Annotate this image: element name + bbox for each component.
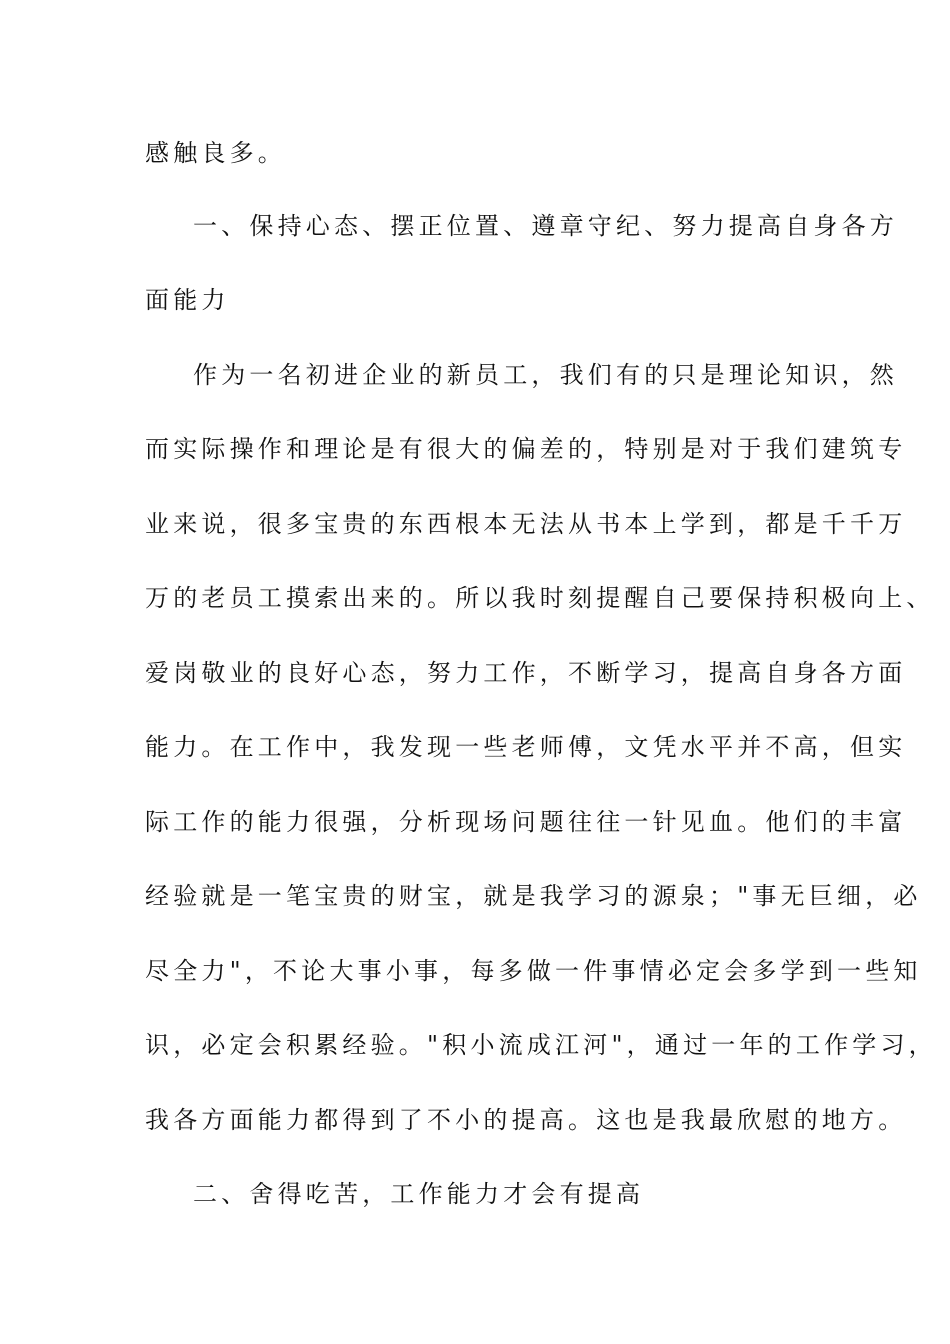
paragraph-line: 业来说，很多宝贵的东西根本无法从书本上学到，都是千千万 (145, 510, 907, 538)
paragraph-line: 识，必定会积累经验。"积小流成江河"，通过一年的工作学习， (145, 1031, 937, 1059)
paragraph-line: 尽全力"，不论大事小事，每多做一件事情必定会多学到一些知 (145, 957, 922, 985)
paragraph-line: 爱岗敬业的良好心态，努力工作，不断学习，提高自身各方面 (145, 659, 907, 687)
paragraph-line: 而实际操作和理论是有很大的偏差的，特别是对于我们建筑专 (145, 435, 907, 463)
paragraph-line: 经验就是一笔宝贵的财宝，就是我学习的源泉；"事无巨细，必 (145, 882, 922, 910)
section-heading-1: 一、保持心态、摆正位置、遵章守纪、努力提高自身各方 (193, 212, 898, 240)
section-heading-2: 二、舍得吃苦，工作能力才会有提高 (193, 1180, 645, 1208)
section-heading-1-continued: 面能力 (145, 286, 230, 314)
paragraph-line: 万的老员工摸索出来的。所以我时刻提醒自己要保持积极向上、 (145, 584, 935, 612)
paragraph-line: 际工作的能力很强，分析现场问题往往一针见血。他们的丰富 (145, 808, 907, 836)
paragraph-line: 能力。在工作中，我发现一些老师傅，文凭水平并不高，但实 (145, 733, 907, 761)
paragraph-line: 作为一名初进企业的新员工，我们有的只是理论知识，然 (193, 361, 898, 389)
paragraph-line-closing: 感触良多。 (145, 139, 286, 167)
paragraph-line: 我各方面能力都得到了不小的提高。这也是我最欣慰的地方。 (145, 1106, 907, 1134)
